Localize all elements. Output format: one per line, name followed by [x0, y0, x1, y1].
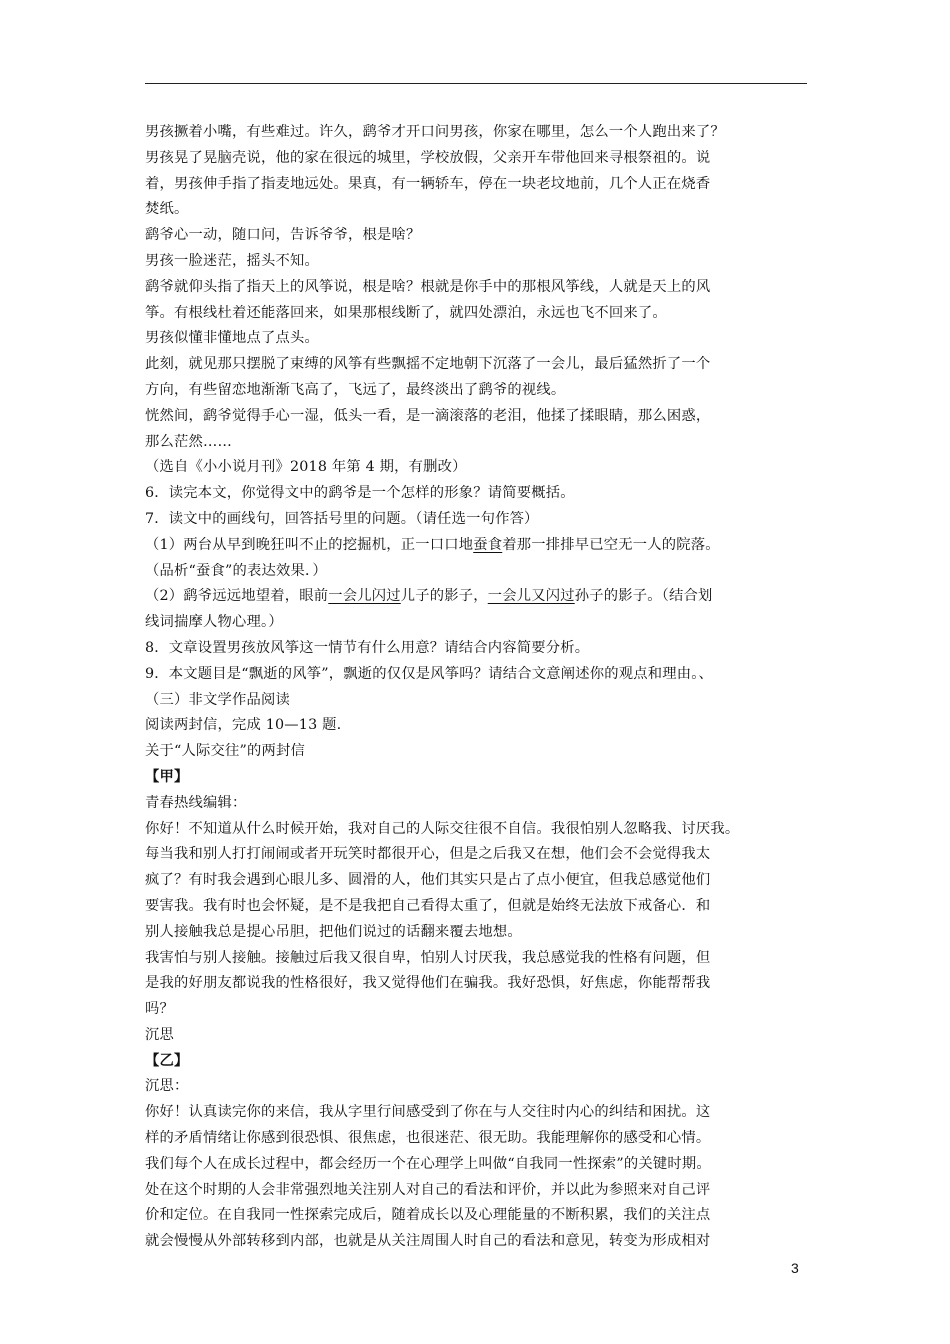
text-line: 就会慢慢从外部转移到内部，也就是从关注周围人时自己的看法和意见，转变为形成相对 [145, 1233, 711, 1250]
signature: 沉思 [145, 1026, 174, 1043]
text-line: 你好！认真读完你的来信，我从字里行间感受到了你在与人交往时内心的纠结和困扰。这 [145, 1104, 711, 1121]
text-line: 青春热线编辑： [145, 794, 247, 811]
q7-2-underlined-1: 一会儿闪过 [328, 588, 401, 605]
text-line: 我们每个人在成长过程中，都会经历一个在心理学上叫做“自我同一性探索”的关键时期。 [145, 1155, 711, 1172]
text-line: 恍然间，鹞爷觉得手心一湿，低头一看，是一滴滚落的老泪，他揉了揉眼睛，那么困惑， [145, 407, 711, 424]
letter-yi-heading: 【乙】 [145, 1052, 189, 1069]
text-line: 吗？ [145, 1001, 174, 1018]
text-line: 男孩似懂非懂地点了点头。 [145, 330, 319, 347]
text-line: 男孩一脸迷茫，摇头不知。 [145, 252, 319, 269]
text-line: 处在这个时期的人会非常强烈地关注别人对自己的看法和评价，并以此为参照来对自己评 [145, 1181, 711, 1198]
header-rule [145, 83, 807, 84]
letter-jia-heading: 【甲】 [145, 768, 189, 785]
q7-2-before: （2）鹞爷远远地望着，眼前 [145, 588, 329, 605]
q7-1-before: （1）两台从早到晚狂叫不止的挖掘机，正一口口地 [145, 536, 474, 553]
text-line: 男孩晃了晃脑壳说，他的家在很远的城里，学校放假，父亲开车带他回来寻根祭祖的。说 [145, 149, 711, 166]
q7-2-underlined-2: 一会儿又闪过 [487, 588, 575, 605]
text-line: 疯了？有时我会遇到心眼儿多、圆滑的人，他们其实只是占了点小便宜，但我总感觉他们 [145, 872, 711, 889]
question-7-2 [145, 584, 817, 610]
question-7-1 [145, 533, 817, 559]
text-line: 焚纸。 [145, 201, 189, 218]
question-6: 6．读完本文，你觉得文中的鹞爷是一个怎样的形象？请简要概括。 [145, 485, 575, 502]
text-line: 价和定位。在自我同一性探索完成后，随着成长以及心理能量的不断积累，我们的关注点 [145, 1207, 711, 1224]
section-heading: （三）非文学作品阅读 [145, 691, 290, 708]
q7-2-middle: 儿子的影子， [400, 588, 488, 605]
question-7: 7．读文中的画线句，回答括号里的问题。（请任选一句作答） [145, 510, 539, 527]
question-7-2-cont: 线词揣摩人物心理。） [145, 614, 283, 631]
text-line: 要害我。我有时也会怀疑，是不是我把自己看得太重了，但就是始终无法放下戒备心．和 [145, 897, 711, 914]
question-7-1-note: （品析“蚕食”的表达效果．） [145, 562, 327, 579]
text-line: 筝。有根线杜着还能落回来，如果那根线断了，就四处漂泊，永远也飞不回来了。 [145, 304, 667, 321]
text-line: 样的矛盾情绪让你感到很恐惧、很焦虑，也很迷茫、很无助。我能理解你的感受和心情。 [145, 1130, 711, 1147]
text-line: 男孩撅着小嘴，有些难过。许久，鹞爷才开口问男孩，你家在哪里，怎么一个人跑出来了？ [145, 124, 725, 140]
text-line: 你好！不知道从什么时候开始，我对自己的人际交往很不自信。我很怕别人忽略我、讨厌我。 [145, 820, 740, 837]
text-line: 我害怕与别人接触。接触过后我又很自卑，怕别人讨厌我，我总感觉我的性格有问题，但 [145, 949, 711, 966]
text-line: 是我的好朋友都说我的性格很好，我又觉得他们在骗我。我好恐惧，好焦虑，你能帮帮我 [145, 975, 711, 992]
q7-2-after: 孙子的影子。（结合划 [574, 588, 713, 605]
q7-1-underlined: 蚕食 [473, 536, 503, 553]
text-line: 别人接触我总是提心吊胆，把他们说过的话翻来覆去地想。 [145, 923, 522, 940]
text-line: 鹞爷心一动，随口问，告诉爷爷，根是啥？ [145, 227, 421, 244]
question-8: 8．文章设置男孩放风筝这一情节有什么用意？请结合内容简要分析。 [145, 639, 590, 656]
passage-title: 关于“人际交往”的两封信 [145, 743, 305, 760]
page-body [145, 120, 817, 1255]
page-number: 3 [791, 1260, 799, 1276]
text-line: 着，男孩伸手指了指麦地远处。果真，有一辆轿车，停在一块老坟地前，几个人正在烧香 [145, 175, 711, 192]
text-line: 每当我和别人打打闹闹或者开玩笑时都很开心，但是之后我又在想，他们会不会觉得我太 [145, 846, 711, 863]
source-citation: （选自《小小说月刊》2018 年第 4 期，有删改） [145, 459, 467, 476]
text-line: 鹞爷就仰头指了指天上的风筝说，根是啥？根就是你手中的那根风筝线，人就是天上的风 [145, 278, 711, 295]
text-line: 此刻，就见那只摆脱了束缚的风筝有些飘摇不定地朝下沉落了一会儿，最后猛然折了一个 [145, 356, 711, 373]
text-line: 那么茫然…… [145, 433, 232, 450]
q7-1-after: 着那一排排早已空无一人的院落。 [502, 536, 720, 553]
question-9: 9．本文题目是“飘逝的风筝”，飘逝的仅仅是风筝吗？请结合文意阐述你的观点和理由。、 [145, 665, 714, 682]
text-line: 沉思： [145, 1078, 189, 1095]
instruction: 阅读两封信，完成 10—13 题. [145, 717, 342, 734]
text-line: 方向，有些留恋地渐渐飞高了，飞远了，最终淡出了鹞爷的视线。 [145, 381, 566, 398]
